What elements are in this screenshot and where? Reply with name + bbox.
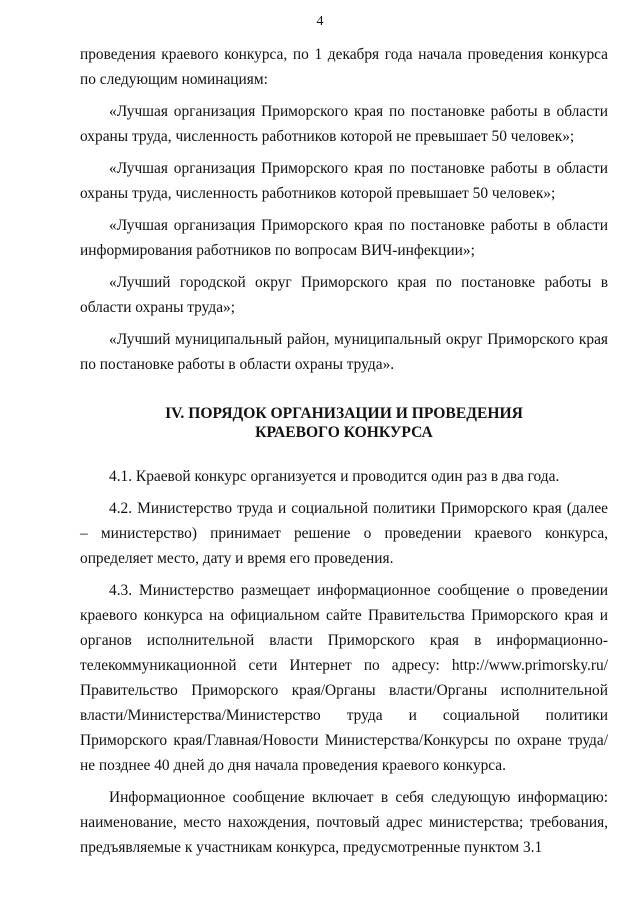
- paragraph-info-message: Информационное сообщение включает в себя следующую информацию: наименование, место нахождения, почтовый адрес министерства; требования, предъявляемые к участникам конкурса, предусмотренные пунктом 3.1: [80, 789, 608, 856]
- section-heading-line: КРАЕВОГО КОНКУРСА: [255, 424, 433, 441]
- paragraph-4-1: 4.1. Краевой конкурс организуется и проводится один раз в два года.: [109, 468, 560, 485]
- paragraph-4-3: 4.3. Министерство размещает информационное сообщение о проведении краевого конкурса на официальном сайте Правительства Приморского края и органов исполнительной власти Приморского края в информационно-телекоммуникационной сети Интернет по адресу: http://www.primorsky.ru/ Правительство Приморского края/Органы власти/Органы исполнительной власти/Министерства/Министерство труда и социальной политики Приморского края/Главная/Новости Министерства/Конкурсы по охране труда/ не позднее 40 дней до дня начала проведения краевого конкурса.: [80, 582, 608, 774]
- paragraph-4-2: 4.2. Министерство труда и социальной политики Приморского края (далее – министерство) принимает решение о проведении краевого конкурса, определяет место, дату и время его проведения.: [80, 500, 608, 567]
- nomination-item: «Лучший муниципальный район, муниципальный округ Приморского края по постановке работы в области охраны труда».: [80, 331, 608, 373]
- section-heading-line: IV. ПОРЯДОК ОРГАНИЗАЦИИ И ПРОВЕДЕНИЯ: [165, 405, 523, 422]
- nomination-item: «Лучшая организация Приморского края по постановке работы в области информирования работников по вопросам ВИЧ-инфекции»;: [80, 217, 608, 259]
- text-block: [80, 42, 608, 860]
- section-heading: [80, 404, 608, 442]
- page-number: 4: [316, 14, 324, 29]
- nomination-item: «Лучшая организация Приморского края по постановке работы в области охраны труда, численность работников которой не превышает 50 человек»;: [80, 103, 608, 145]
- nomination-item: «Лучший городской округ Приморского края по постановке работы в области охраны труда»;: [80, 274, 608, 316]
- nomination-item: «Лучшая организация Приморского края по постановке работы в области охраны труда, численность работников которой превышает 50 человек»;: [80, 160, 608, 202]
- paragraph: проведения краевого конкурса, по 1 декабря года начала проведения конкурса по следующим номинациям:: [80, 46, 608, 88]
